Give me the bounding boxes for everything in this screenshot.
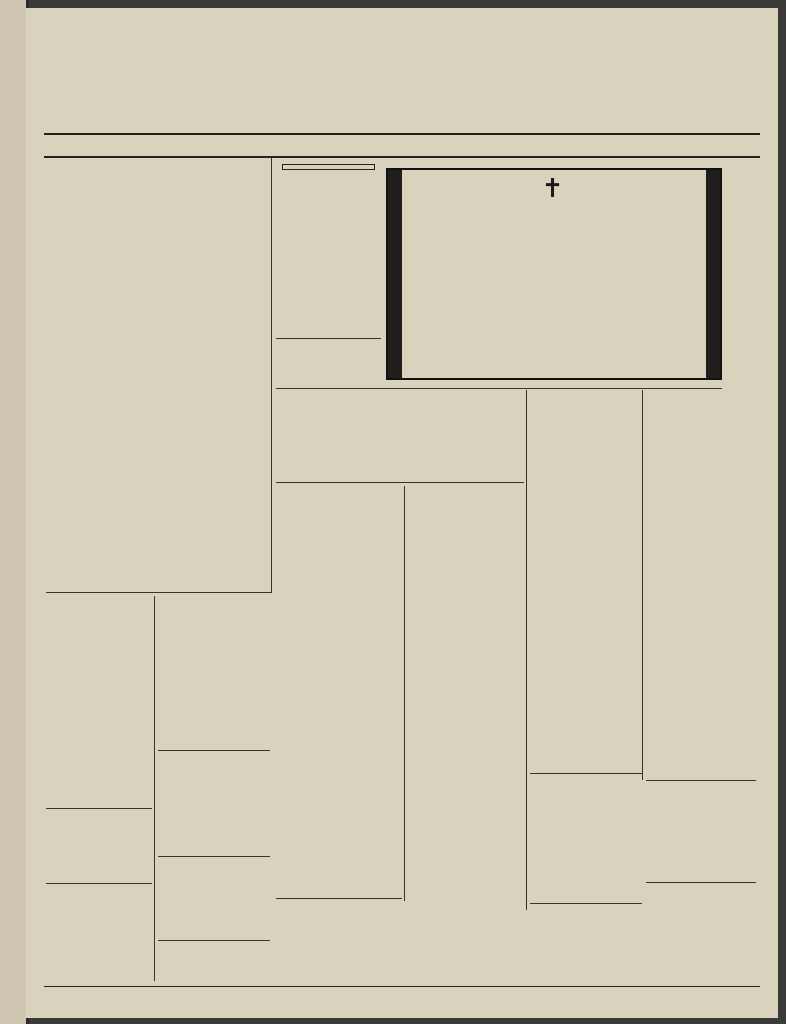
column-divider [404, 486, 405, 901]
divider [276, 898, 402, 899]
article-body [158, 599, 270, 719]
newspaper-page [26, 8, 778, 1018]
divider [646, 882, 756, 883]
article-luminosos [46, 596, 152, 806]
column-divider [154, 596, 155, 981]
divider [276, 482, 524, 483]
ad-subasta-voluntaria [158, 753, 270, 853]
article-continuation [530, 390, 640, 768]
article-acervo [276, 390, 524, 480]
article-secretario [46, 811, 152, 881]
article-uniforme [646, 392, 756, 778]
mourning-border-right [706, 170, 720, 378]
article-body [646, 394, 756, 744]
bottom-rule [44, 986, 760, 987]
column-divider [526, 390, 527, 910]
dateline [46, 138, 760, 158]
divider [276, 338, 381, 339]
ad-aviso [646, 885, 756, 980]
divider [46, 808, 152, 809]
divider [646, 780, 756, 781]
article-body [530, 390, 640, 768]
article-body [276, 488, 402, 868]
divider [46, 883, 152, 884]
article-newport [158, 596, 270, 746]
ad-buendia [158, 859, 270, 939]
ad-merello [276, 901, 402, 981]
article-body [46, 163, 268, 548]
ad-gran-ocasion [276, 341, 381, 386]
cross-icon: ✝ [541, 174, 567, 203]
column-divider [271, 158, 272, 593]
mourning-border-left [388, 170, 402, 378]
dateline-rule [44, 156, 760, 158]
article-body [408, 489, 524, 859]
column-divider [642, 390, 643, 780]
article-timido [408, 486, 524, 906]
divider [276, 388, 722, 389]
article-body [46, 598, 152, 778]
ad-cerveza [158, 943, 270, 979]
article-ferrocarriles [46, 160, 268, 588]
obituary-box [386, 168, 722, 380]
article-body [276, 393, 524, 453]
ad-body [158, 755, 270, 835]
ad-se-vende [530, 906, 640, 976]
article-title [282, 164, 375, 170]
divider [158, 940, 270, 941]
ad-subasta [530, 776, 640, 901]
ad-enfermedades [46, 886, 152, 976]
divider [158, 750, 270, 751]
divider [530, 773, 642, 774]
article-cronicas [276, 160, 381, 338]
article-body [276, 174, 381, 304]
rip [402, 174, 706, 203]
adjacent-page-strip [0, 0, 29, 1024]
ad-garcia [646, 784, 756, 879]
masthead-rule [44, 133, 760, 135]
divider [46, 592, 272, 593]
divider [530, 903, 642, 904]
divider [158, 856, 270, 857]
article-fiestas [276, 486, 402, 896]
